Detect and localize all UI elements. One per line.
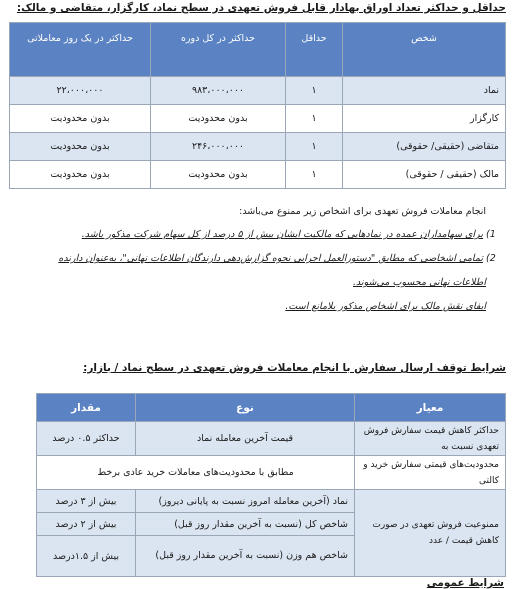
table-row: [10, 161, 506, 189]
cell-type: شاخص کل (نسبت به آخرین مقدار روز قبل): [136, 513, 355, 536]
stop-conditions-title: شرایط توقف ارسال سفارش با انجام معاملات فروش تعهدی در سطح نماد / بازار:: [83, 362, 506, 374]
prohibited-item-2-cont: [0, 277, 486, 288]
cell-amount: حداکثر ۰.۵ درصد: [37, 422, 136, 456]
cell-max-day: بدون محدودیت: [10, 105, 151, 133]
cell-max-period: ۹۸۳،۰۰۰،۰۰۰: [151, 77, 286, 105]
cell-amount: بیش از ۲ درصد: [37, 513, 136, 536]
list-number: 2): [486, 253, 496, 264]
cell-type: قیمت آخرین معامله نماد: [136, 422, 355, 456]
cell-criterion: حداکثر کاهش قیمت سفارش فروش تعهدی نسبت به: [355, 422, 506, 456]
cell-min: ۱: [286, 161, 343, 189]
cell-max-day: ۲۲،۰۰۰،۰۰۰: [10, 77, 151, 105]
cell-type: مطابق با محدودیت‌های معاملات خرید عادی برخط: [37, 456, 355, 490]
prohibited-intro: انجام معاملات فروش تعهدی برای اشخاص زیر ممنوع می‌باشد:: [239, 206, 486, 217]
cell-person: کارگزار: [343, 105, 506, 133]
table-row: [37, 490, 506, 513]
limits-table-header: [10, 23, 506, 77]
cell-person: نماد: [343, 77, 506, 105]
cell-criterion: محدودیت‌های قیمتی سفارش خرید و کالتی: [355, 456, 506, 490]
prohibited-item-2: [12, 253, 502, 264]
table-row: [37, 422, 506, 456]
header-max-day: حداکثر در یک روز معاملاتی: [10, 23, 151, 77]
header-criterion: معیار: [355, 394, 506, 422]
header-type: نوع: [136, 394, 355, 422]
cell-max-period: بدون محدودیت: [151, 105, 286, 133]
cell-person: متقاضی (حقیقی/ حقوقی): [343, 133, 506, 161]
cell-type: شاخص هم وزن (نسبت به آخرین مقدار روز قبل): [136, 536, 355, 577]
note-text: ایفای نقش مالک برای اشخاص مذکور بلامانع است.: [285, 301, 486, 312]
table-row: [10, 105, 506, 133]
stop-conditions-table: [36, 393, 506, 577]
list-text: اطلاعات نهانی محسوب می‌شوند.: [353, 277, 486, 288]
header-amount: مقدار: [37, 394, 136, 422]
header-max-period: حداکثر در کل دوره: [151, 23, 286, 77]
table-row: [10, 77, 506, 105]
limits-section-title: حداقل و حداکثر تعداد اوراق بهادار قابل فروش تعهدی در سطح نماد، کارگزار، متقاضی و مالک:: [16, 2, 506, 14]
list-text: برای سهامداران عمده در نمادهایی که مالکیت ایشان بیش از ۵ درصد از کل سهام شرکت مذکور باشد.: [81, 229, 483, 240]
owner-note: [0, 301, 486, 312]
list-number: 1): [486, 229, 496, 240]
stop-table-header: [37, 394, 506, 422]
cell-min: ۱: [286, 77, 343, 105]
header-person: شخص: [343, 23, 506, 77]
cell-amount: بیش از ۱.۵درصد: [37, 536, 136, 577]
cell-person: مالک (حقیقی / حقوقی): [343, 161, 506, 189]
cell-amount: بیش از ۳ درصد: [37, 490, 136, 513]
cell-max-period: بدون محدودیت: [151, 161, 286, 189]
cell-criterion: ممنوعیت فروش تعهدی در صورت کاهش قیمت / عدد: [355, 490, 506, 577]
cell-min: ۱: [286, 105, 343, 133]
cell-max-day: بدون محدودیت: [10, 133, 151, 161]
header-min: حداقل: [286, 23, 343, 77]
cell-min: ۱: [286, 133, 343, 161]
cell-max-day: بدون محدودیت: [10, 161, 151, 189]
list-text: تمامی اشخاصی که مطابق "دستورالعمل اجرایی نحوه گزارش‌دهی دارندگان اطلاعات نهانی"، به‌عنوان دارنده: [58, 253, 483, 264]
prohibited-item-1: [12, 229, 502, 240]
cell-type: نماد (آخرین معامله امروز نسبت به پایانی دیروز): [136, 490, 355, 513]
limits-table: [9, 22, 506, 189]
cell-max-period: ۲۴۶،۰۰۰،۰۰۰: [151, 133, 286, 161]
table-row: [37, 456, 506, 490]
next-section-title: شرایط عمومی: [426, 577, 504, 589]
table-row: [10, 133, 506, 161]
